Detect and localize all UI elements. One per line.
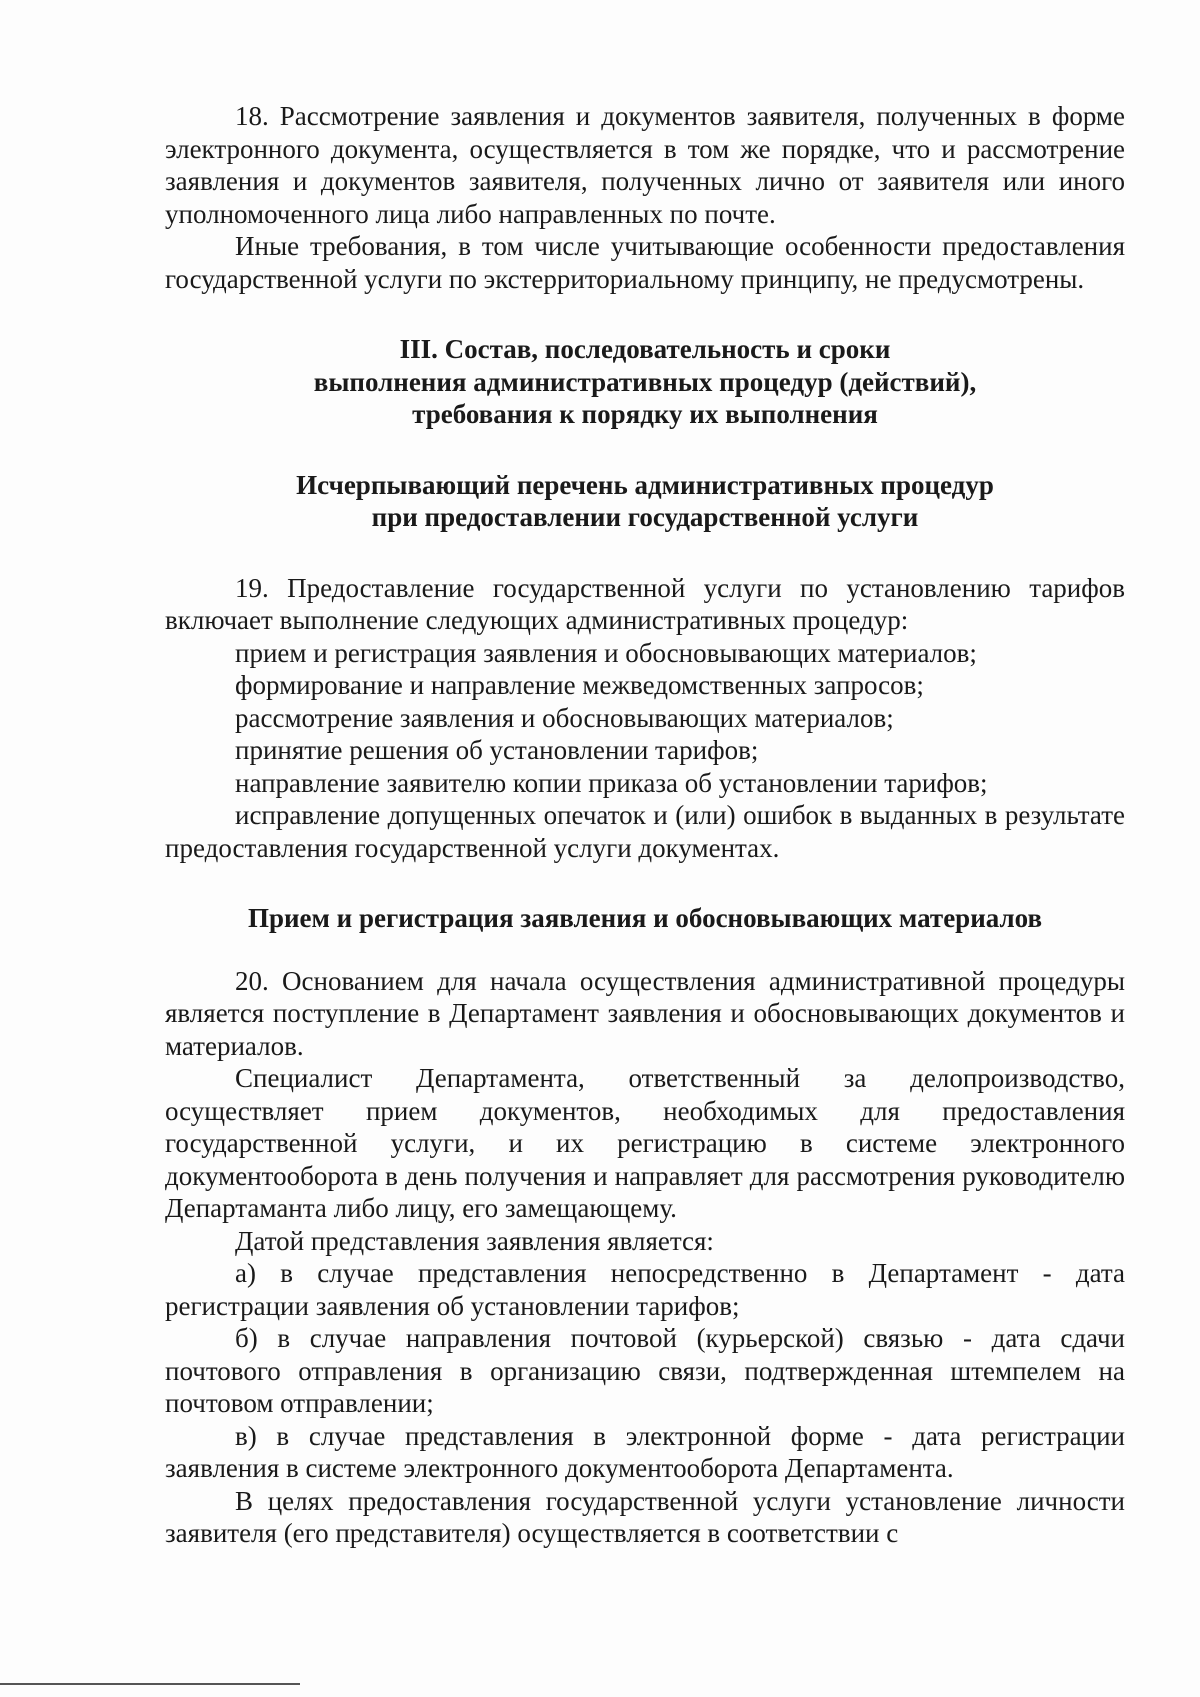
paragraph-18: 18. Рассмотрение заявления и документов заявителя, полученных в форме электронного документа, осуществляется в том же порядке, что и рассмотрение заявления и документов заявителя, полученных лично от заявителя или иного уполномоченного лица либо направленных по почте. bbox=[165, 101, 1125, 229]
list-item: направление заявителю копии приказа об установлении тарифов; bbox=[235, 767, 988, 798]
section-heading-line-2: выполнения административных процедур (действий), bbox=[313, 366, 977, 397]
list-item: прием и регистрация заявления и обосновывающих материалов; bbox=[235, 637, 977, 668]
list-item: исправление допущенных опечаток и (или) ошибок в выданных в результате предоставления государственной услуги документах. bbox=[165, 800, 1125, 863]
subheading-list-line-1: Исчерпывающий перечень административных процедур bbox=[296, 469, 994, 500]
paragraph-19-intro: 19. Предоставление государственной услуги по установлению тарифов включает выполнение следующих административных процедур: bbox=[165, 572, 1125, 635]
subheading-procedure-list bbox=[165, 469, 1125, 534]
scan-edge-line bbox=[0, 1683, 300, 1685]
paragraph-identity: В целях предоставления государственной услуги установление личности заявителя (его представителя) осуществляется в соответствии с bbox=[165, 1485, 1125, 1548]
subheading-list-line-2: при предоставлении государственной услуги bbox=[371, 502, 919, 532]
paragraph-20: 20. Основанием для начала осуществления административной процедуры является поступление в Департамент заявления и обосновывающих документов и материалов. bbox=[165, 965, 1125, 1061]
subheading-reception: Прием и регистрация заявления и обосновывающих материалов bbox=[247, 903, 1043, 933]
section-heading bbox=[165, 333, 1125, 431]
paragraph-date-intro: Датой представления заявления является: bbox=[235, 1225, 714, 1256]
list-item: б) в случае направления почтовой (курьерской) связью - дата сдачи почтового отправления в организацию связи, подтвержденная штемпелем на почтовом отправлении; bbox=[165, 1323, 1125, 1418]
date-cases-list bbox=[165, 1257, 1125, 1485]
procedure-list bbox=[165, 637, 1125, 865]
list-item: принятие решения об установлении тарифов; bbox=[235, 735, 759, 765]
list-item: формирование и направление межведомственных запросов; bbox=[235, 670, 924, 700]
section-heading-line-3: требования к порядку их выполнения bbox=[412, 399, 878, 429]
paragraph-specialist: Специалист Департамента, ответственный за делопроизводство, осуществляет прием документов, необходимых для предоставления государственной услуги, и их регистрацию в системе электронного документооборота в день получения и направляет для рассмотрения руководителю Департаманта либо лицу, его замещающему. bbox=[165, 1063, 1125, 1223]
list-item: а) в случае представления непосредственно в Департамент - дата регистрации заявления об установлении тарифов; bbox=[165, 1258, 1125, 1321]
document-body bbox=[165, 100, 1125, 1550]
list-item: в) в случае представления в электронной форме - дата регистрации заявления в системе электронного документооборота Департамента. bbox=[165, 1420, 1125, 1483]
list-item: рассмотрение заявления и обосновывающих материалов; bbox=[235, 702, 894, 733]
section-heading-line-1: III. Состав, последовательность и сроки bbox=[399, 334, 891, 364]
paragraph-other-requirements: Иные требования, в том числе учитывающие особенности предоставления государственной услуги по экстерриториальному принципу, не предусмотрены. bbox=[165, 231, 1125, 294]
